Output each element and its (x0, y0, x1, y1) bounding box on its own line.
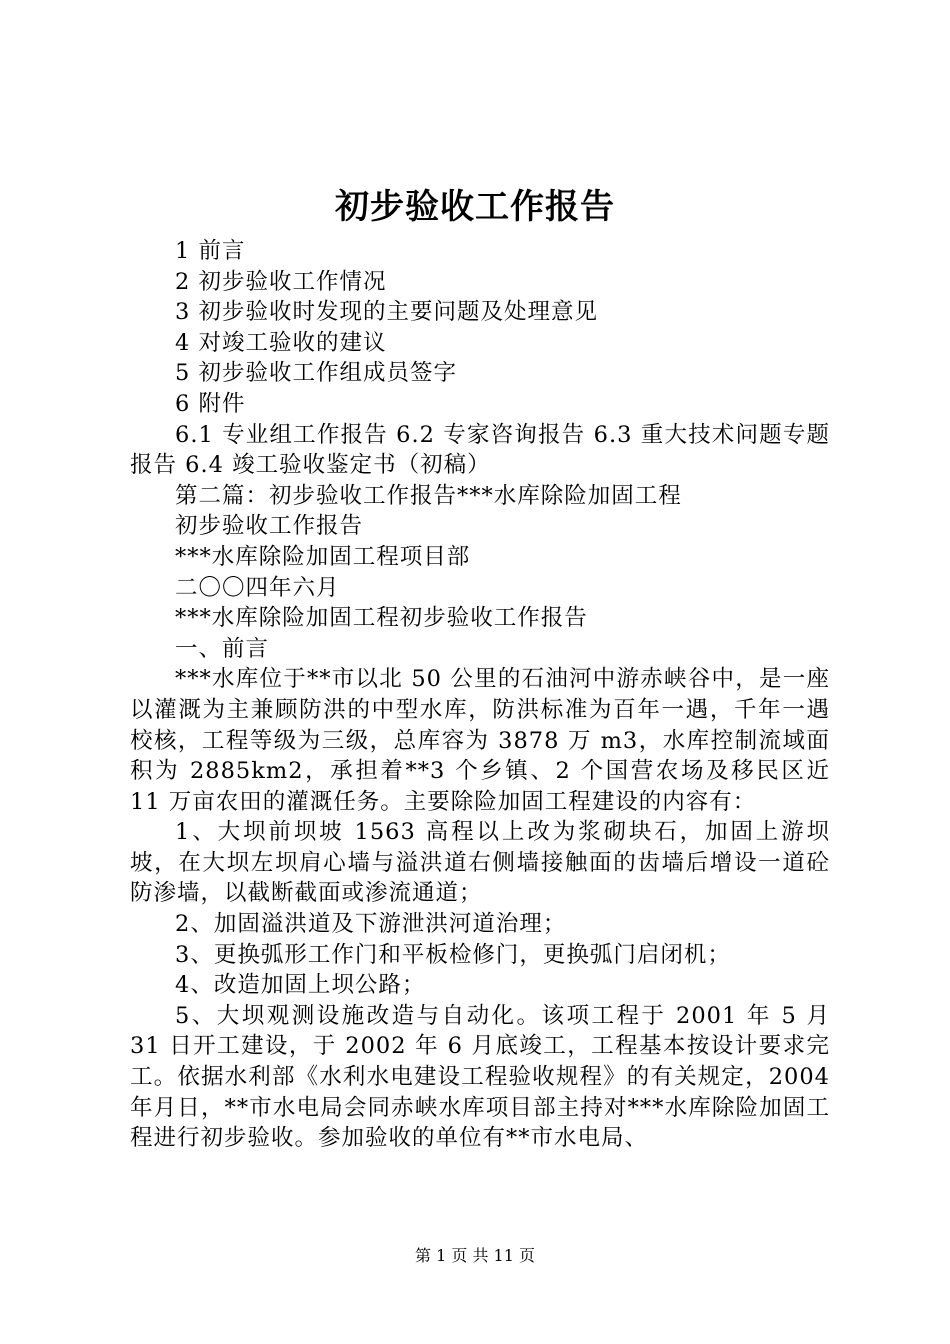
toc-subitems: 6.1 专业组工作报告 6.2 专家咨询报告 6.3 重大技术问题专题报告 6.4 竣工验收鉴定书（初稿） (130, 421, 830, 479)
toc-item: 2 初步验收工作情况 (175, 268, 387, 295)
body-paragraph: 2、加固溢洪道及下游泄洪河道治理； (175, 911, 567, 938)
toc-item: 5 初步验收工作组成员签字 (175, 360, 457, 387)
section-heading: 第二篇：初步验收工作报告***水库除险加固工程 (175, 482, 682, 509)
page-footer: 第 1 页 共 11 页 (415, 1246, 535, 1265)
body-paragraph: ***水库位于**市以北 50 公里的石油河中游赤峡谷中，是一座以灌溉为主兼顾防洪的中型水库，防洪标准为百年一遇，千年一遇校核，工程等级为三级，总库容为 3878 万 m3，水库控制流域面积为 2885km2，承担着**3 个乡镇、2 个国营农场及移民区近 11 万亩农田的灌溉任务。主要除险加固工程建设的内容有： (130, 666, 830, 815)
toc-item: 4 对竣工验收的建议 (175, 329, 387, 356)
chapter-heading: 一、前言 (175, 635, 270, 662)
document-title: 初步验收工作报告 (335, 187, 615, 227)
body-paragraph: 4、改造加固上坝公路； (175, 972, 426, 999)
document-body (130, 236, 830, 1154)
cover-organization: ***水库除险加固工程项目部 (175, 543, 471, 570)
toc-item: 1 前言 (175, 238, 246, 264)
body-paragraph: 3、更换弧形工作门和平板检修门，更换弧门启闭机； (175, 941, 731, 968)
report-heading: ***水库除险加固工程初步验收工作报告 (175, 605, 588, 632)
toc-item: 3 初步验收时发现的主要问题及处理意见 (175, 299, 598, 326)
body-paragraph: 1、大坝前坝坡 1563 高程以上改为浆砌块石，加固上游坝坡，在大坝左坝肩心墙与溢洪道右侧墙接触面的齿墙后增设一道砼防渗墙，以截断截面或渗流通道； (130, 819, 830, 907)
toc-item: 6 附件 (175, 390, 246, 417)
cover-title: 初步验收工作报告 (175, 513, 364, 540)
cover-date: 二〇〇四年六月 (175, 574, 340, 601)
body-paragraph: 5、大坝观测设施改造与自动化。该项工程于 2001 年 5 月 31 日开工建设，于 2002 年 6 月底竣工，工程基本按设计要求完工。依据水利部《水利水电建设工程验收规程》的有关规定，2004 年月日，**市水电局会同赤峡水库项目部主持对***水库除险加固工程进行初步验收。参加验收的单位有**市水电局、 (130, 1002, 830, 1152)
